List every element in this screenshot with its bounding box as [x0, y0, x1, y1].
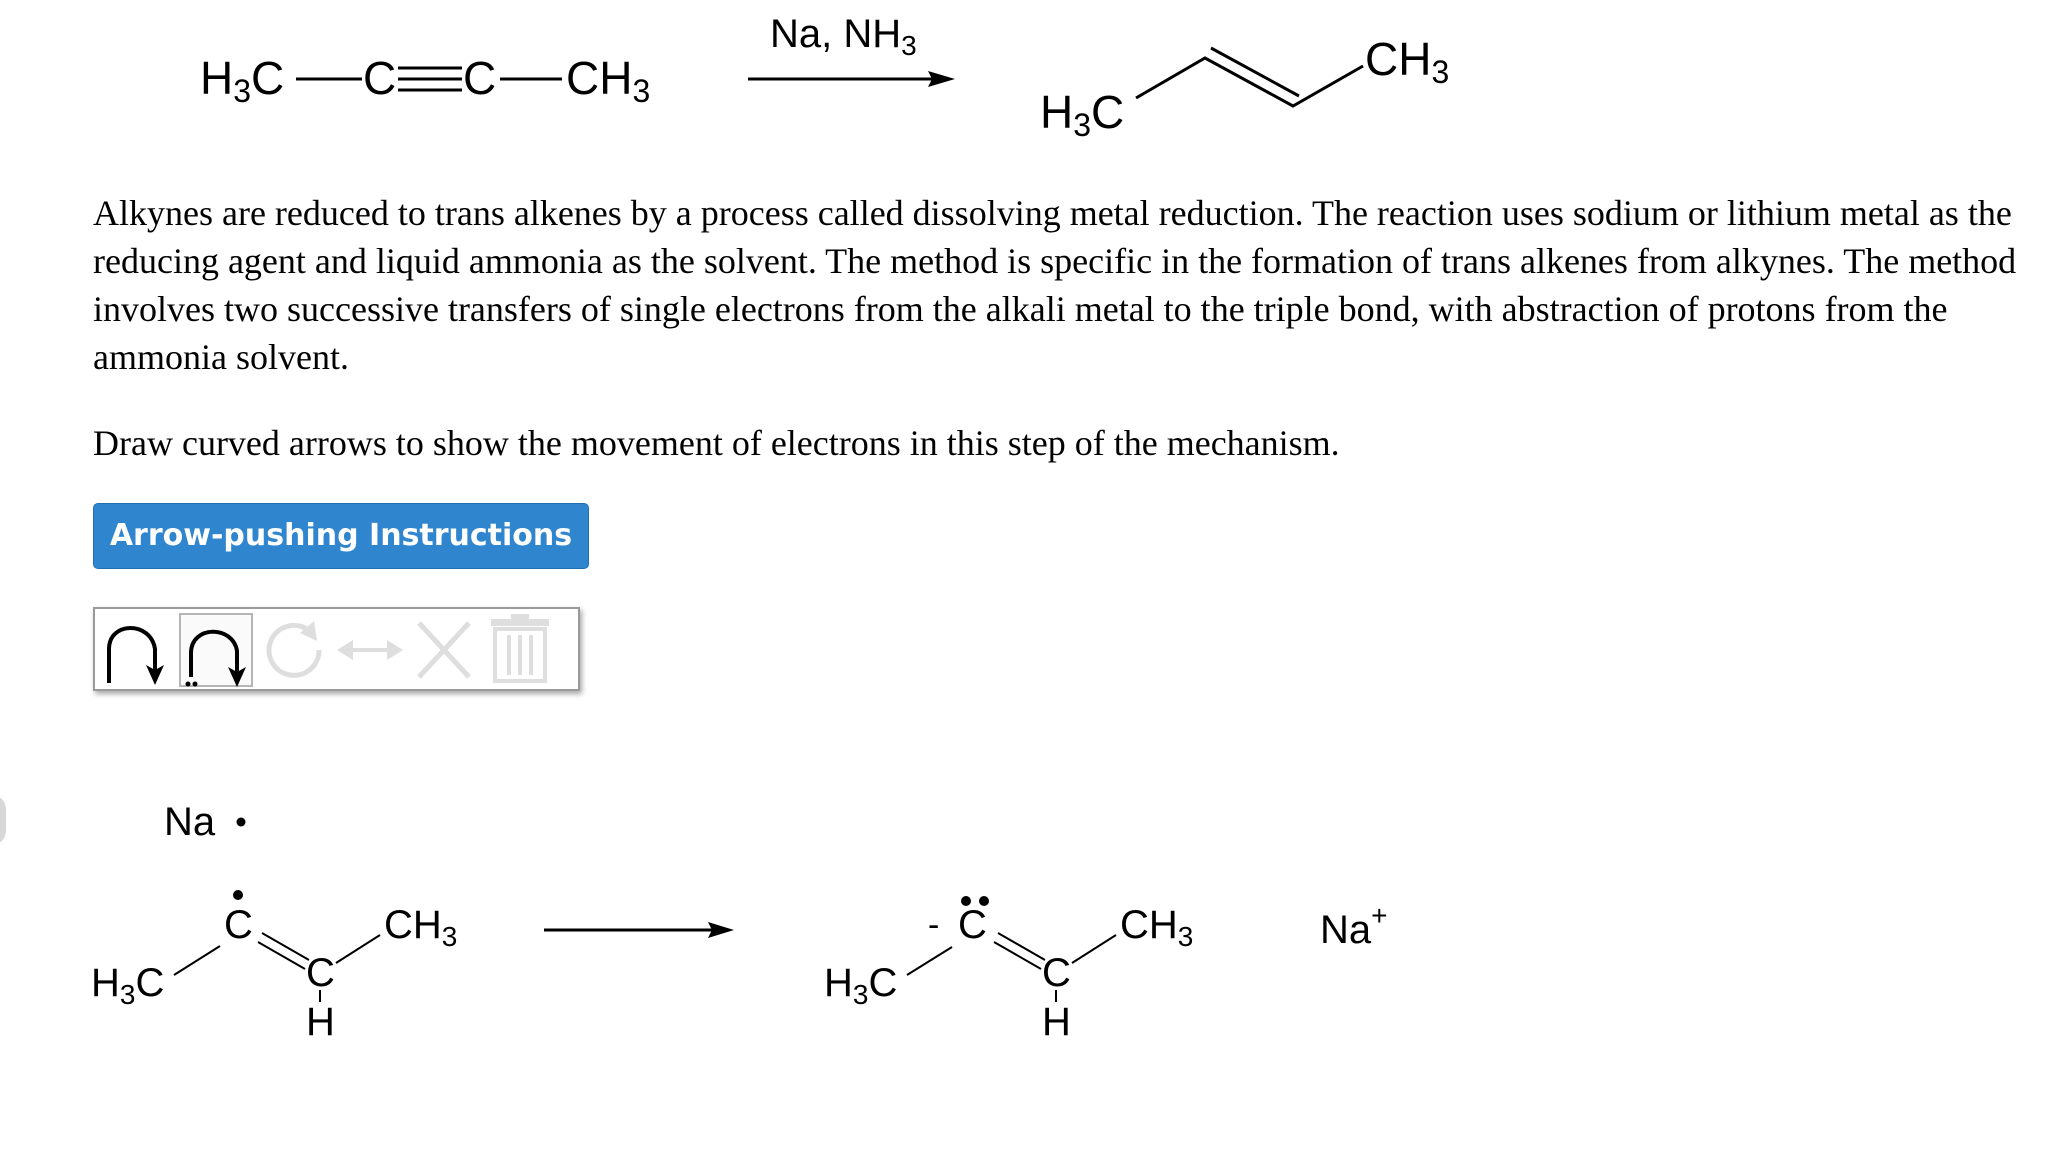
reactant-ch3: CH: [566, 52, 633, 104]
svg-text:CH3: [566, 52, 650, 109]
sodium-radical[interactable]: [164, 800, 246, 844]
na-label: Na: [164, 800, 216, 844]
bottom-hydrogen: H: [306, 1000, 335, 1044]
single-bond: [907, 947, 952, 975]
svg-text:Na, NH3: [770, 12, 917, 61]
delete-x-icon: [407, 613, 481, 687]
double-bond-line: [262, 933, 309, 960]
bottom-carbon: C: [1042, 951, 1071, 995]
h3c-h: H: [91, 961, 120, 1005]
resonance-arrow-icon: [333, 613, 407, 687]
product-ch3: CH: [1365, 33, 1432, 85]
ch3-subscript: 3: [441, 921, 458, 952]
product-h3c-h: H: [1040, 86, 1074, 138]
product-skeletal-chain: [1136, 58, 1363, 106]
reactant-h3c-subscript: 3: [233, 73, 252, 109]
vinyl-anion-product[interactable]: [824, 896, 1193, 1044]
arrow-pushing-instructions-button[interactable]: Arrow-pushing Instructions: [93, 503, 589, 569]
reaction-arrowhead: [928, 71, 955, 87]
svg-text:H3C: [1040, 86, 1124, 143]
arrow-toolbar: [93, 607, 580, 691]
product-h3c-subscript: 3: [1073, 107, 1092, 143]
single-bond: [174, 946, 220, 975]
redraw-icon: [259, 613, 333, 687]
reactant-2-butyne: [200, 52, 650, 109]
clear-all-tool: [485, 613, 559, 687]
svg-text:CH3: [1120, 903, 1193, 952]
double-bond-line: [1211, 48, 1299, 96]
radical-electron[interactable]: [237, 818, 246, 827]
single-bond: [1072, 935, 1116, 963]
na-cation-charge: +: [1371, 900, 1388, 931]
h3c-c: C: [135, 961, 165, 1005]
alkyne-carbon-left: C: [363, 52, 397, 104]
na-cation-label: Na: [1320, 908, 1372, 952]
electron-pair-arrow-tool[interactable]: [99, 613, 173, 687]
single-electron-arrow-tool[interactable]: [179, 613, 253, 687]
radical-electron[interactable]: [233, 890, 243, 900]
starting-radical-species[interactable]: [91, 890, 457, 1044]
problem-description: Alkynes are reduced to trans alkenes by a process called dissolving metal reduction. The reaction uses sodium or lithium metal as the reducing agent and liquid ammonia as the solvent. The method is specific in the formation of trans alkenes from alkynes. The method involves two successive transfers of single electrons from the alkali metal to the triple bond, with abstraction of protons from the ammonia solvent.: [93, 193, 2017, 377]
negative-charge: -: [928, 906, 940, 944]
reactant-h3c-h: H: [200, 52, 234, 104]
product-ch3-subscript: 3: [1431, 54, 1450, 90]
ch3-label: CH: [384, 903, 442, 947]
reactant-h3c-c: C: [251, 52, 285, 104]
redraw-tool: [259, 613, 333, 687]
double-bond-line: [258, 942, 305, 969]
bottom-hydrogen: H: [1042, 1000, 1071, 1044]
svg-text:CH3: [384, 903, 457, 952]
electron-pair-arrow-icon: [99, 613, 173, 687]
svg-text:H3C: [824, 961, 897, 1010]
h3c-h: H: [824, 961, 853, 1005]
h3c-subscript: 3: [119, 979, 136, 1010]
double-bond-line: [994, 942, 1041, 969]
svg-text:CH3: [1365, 33, 1449, 90]
resonance-arrow-tool: [333, 613, 407, 687]
product-trans-2-butene: [1040, 33, 1449, 143]
ch3-subscript: 3: [1177, 921, 1194, 952]
delete-tool: [407, 613, 481, 687]
double-bond-line: [998, 933, 1045, 960]
reaction-arrow-group: [748, 12, 955, 87]
reagents-label: Na, NH: [770, 12, 902, 56]
mechanism-arrow: [544, 922, 734, 938]
ch3-label: CH: [1120, 903, 1178, 947]
single-bond: [336, 935, 380, 963]
svg-text:H3C: [91, 961, 164, 1010]
task-instruction: Draw curved arrows to show the movement of electrons in this step of the mechanism.: [93, 423, 1340, 463]
h3c-c: C: [868, 961, 898, 1005]
svg-text:Na+: [1320, 900, 1388, 952]
central-carbon: C: [958, 903, 987, 947]
reagents-subscript: 3: [901, 30, 917, 61]
mechanism-step[interactable]: [0, 760, 2046, 1140]
product-h3c-c: C: [1091, 86, 1125, 138]
svg-text:H3C: [200, 52, 284, 109]
single-electron-arrow-icon: [181, 615, 255, 689]
trash-icon: [485, 613, 559, 687]
reaction-scheme: [0, 0, 2046, 170]
reactant-ch3-subscript: 3: [632, 73, 651, 109]
central-carbon: C: [224, 903, 253, 947]
alkyne-carbon-right: C: [463, 52, 497, 104]
h3c-subscript: 3: [852, 979, 869, 1010]
bottom-carbon: C: [306, 951, 335, 995]
sodium-cation[interactable]: [1320, 900, 1388, 952]
